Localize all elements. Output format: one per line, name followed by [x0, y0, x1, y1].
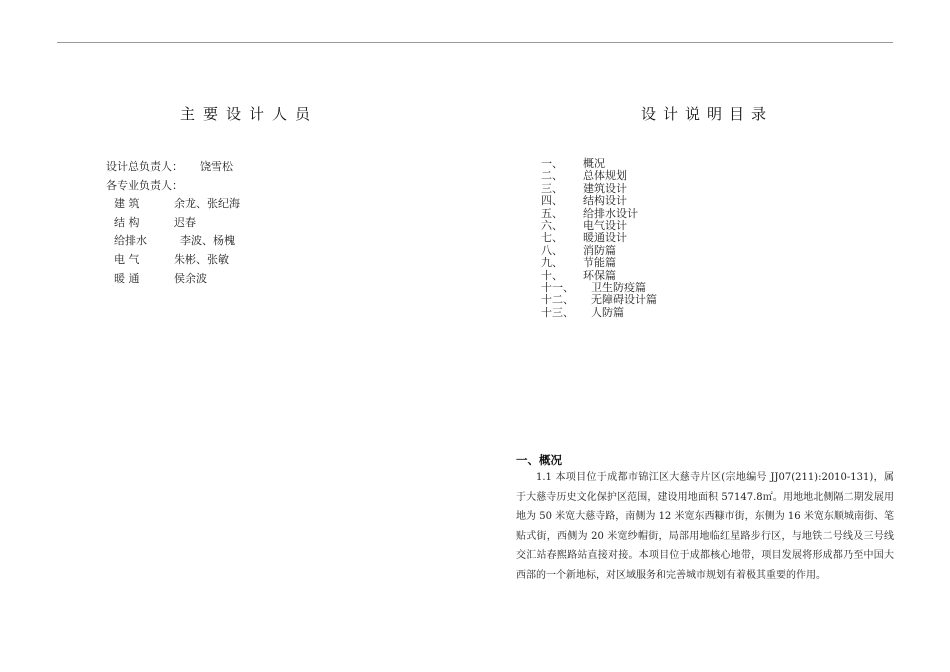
member-names: 李波、杨槐 [180, 234, 235, 248]
member-role: 电 气 [114, 252, 140, 266]
toc-text: 结构设计 [583, 194, 627, 208]
member-role: 暖 通 [114, 271, 140, 285]
member-names: 朱彬、张敏 [174, 252, 229, 266]
member-names: 侯余波 [174, 271, 207, 285]
toc-number: 十、 [541, 268, 563, 282]
discipline-label: 各专业负责人： [106, 178, 183, 192]
toc-text: 暖通设计 [583, 231, 627, 245]
toc-text: 给排水设计 [583, 206, 638, 220]
member-role: 结 构 [114, 215, 140, 229]
toc-number: 十二、 [541, 293, 574, 307]
toc-title: 设计说明目录 [641, 105, 774, 123]
toc-number: 十一、 [541, 280, 574, 294]
toc-text: 无障碍设计篇 [591, 293, 657, 307]
toc-text: 总体规划 [583, 169, 627, 183]
section-paragraph: 1.1 本项目位于成都市锦江区大慈寺片区(宗地编号 JJ07(211):2010-131)，属于大慈寺历史文化保护区范围，建设用地面积 57147.8㎡。用地地北侧隔二期发展用地为 50 米宽大慈寺路，南侧为 12 米宽东西糠市街，东侧为 16 米宽东顺城南街、笔贴式街，西侧为 20 米宽纱帽街，局部用地临红星路步行区，与地铁二号线及三号线交汇站春熙路站直接对接。本项目位于成都核心地带，项目发展将形成都乃至中国大西部的一个新地标，对区域服务和完善城市规划有着极其重要的作用。 [516, 472, 894, 581]
toc-text: 概况 [583, 157, 605, 170]
toc-text: 卫生防疫篇 [591, 280, 646, 294]
toc-number: 三、 [541, 181, 563, 195]
toc-number: 九、 [541, 256, 563, 270]
toc-number: 七、 [541, 231, 563, 245]
toc-number: 二、 [541, 169, 563, 183]
toc-number: 一、 [541, 157, 563, 170]
top-divider [57, 42, 893, 43]
staff-title: 主要设计人员 [180, 105, 319, 123]
member-names: 迟春 [174, 215, 196, 229]
member-names: 余龙、张纪海 [174, 197, 240, 211]
toc-text: 建筑设计 [583, 181, 627, 195]
section-heading: 一、概况 [516, 453, 562, 467]
toc-text: 节能篇 [583, 256, 616, 270]
toc-number: 五、 [541, 206, 563, 220]
toc-number: 八、 [541, 243, 563, 257]
member-role: 给排水 [114, 234, 147, 248]
toc-text: 电气设计 [583, 218, 627, 232]
toc-number: 六、 [541, 218, 563, 232]
member-role: 建 筑 [114, 197, 140, 211]
toc-number: 四、 [541, 194, 563, 208]
chief-label: 设计总负责人： [106, 160, 183, 173]
toc-number: 十三、 [541, 305, 574, 319]
toc-text: 人防篇 [591, 305, 624, 319]
toc-text: 消防篇 [583, 243, 616, 257]
chief-name: 饶雪松 [200, 160, 233, 173]
toc-text: 环保篇 [583, 268, 616, 282]
